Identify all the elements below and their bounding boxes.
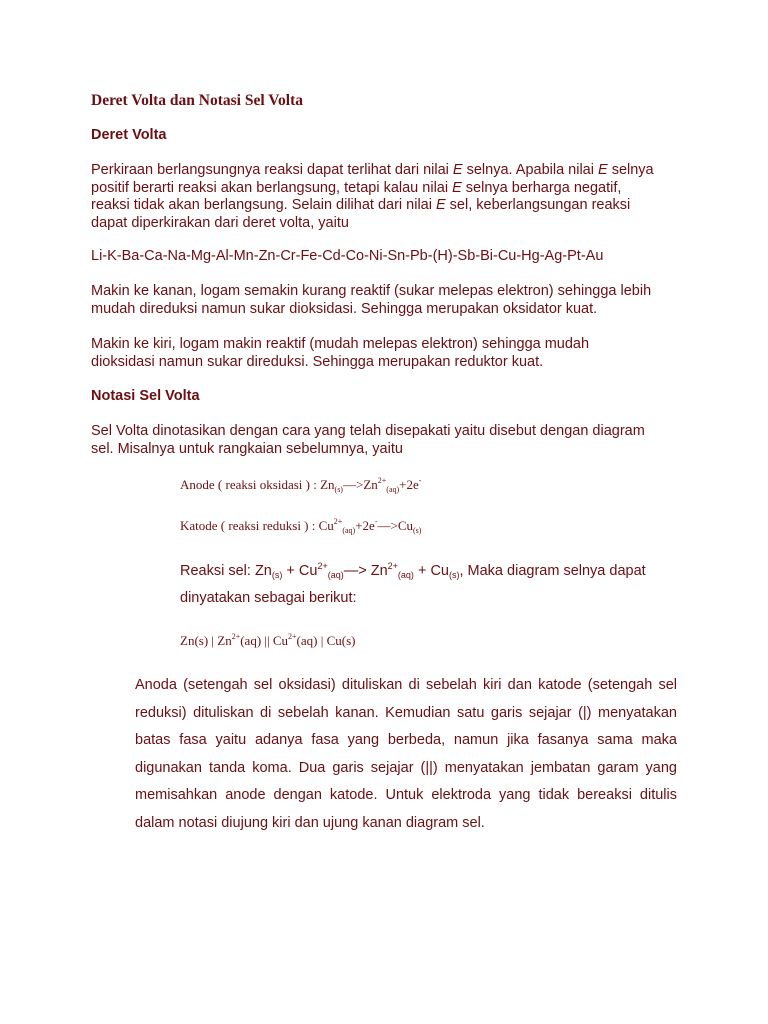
text-span: , Maka diagram selnya dapat xyxy=(459,563,646,579)
symbol-e: E xyxy=(452,162,463,178)
subscript: (aq) xyxy=(397,570,414,580)
subscript: (aq) xyxy=(327,570,344,580)
paragraph-line xyxy=(91,180,691,198)
text-span: reaksi tidak akan berlangsung. Selain dilihat dari nilai xyxy=(91,197,436,213)
paragraph-makin-kiri xyxy=(91,336,691,371)
paragraph-line: dioksidasi namun sukar direduksi. Sehingga merupakan reduktor kuat. xyxy=(91,353,544,370)
symbol-e: E xyxy=(598,162,608,178)
text-span: selnya berharga negatif, xyxy=(461,179,622,196)
superscript: 2+ xyxy=(333,517,343,526)
text-span: +2e xyxy=(399,477,419,492)
superscript: 2+ xyxy=(387,561,398,571)
symbol-e: E xyxy=(452,179,462,196)
paragraph-line xyxy=(91,162,691,180)
subscript: (s) xyxy=(271,570,283,580)
subscript: (aq) xyxy=(386,485,400,494)
text-span: —>Cu xyxy=(377,518,413,533)
paragraph-line: Makin ke kanan, logam semakin kurang reaktif (sukar melepas elektron) sehingga lebih xyxy=(91,283,652,299)
symbol-e: E xyxy=(435,197,446,213)
paragraph-explanation: Anoda (setengah sel oksidasi) dituliskan di sebelah kiri dan katode (setengah sel reduksi) dituliskan di sebelah kanan. Kemudian satu garis sejajar (|) menyatakan batas fasa yaitu adanya fasa yang berbeda, namun jika fasanya sama maka digunakan tanda koma. Dua garis sejajar (||) menyatakan jembatan garam yang memisahkan anode dengan katode. Untuk elektroda yang tidak bereaksi ditulis dalam notasi diujung kiri dan ujung kanan diagram sel. xyxy=(135,677,677,831)
paragraph-line: sel. Misalnya untuk rangkaian sebelumnya, yaitu xyxy=(91,440,403,457)
superscript: - xyxy=(374,517,378,526)
text-span: +2e xyxy=(355,518,375,533)
superscript: 2+ xyxy=(288,632,297,641)
text-span: + Cu xyxy=(282,563,318,579)
text-span: —>Zn xyxy=(342,477,378,492)
paragraph-line: mudah direduksi namun sukar dioksidasi. Sehingga merupakan oksidator kuat. xyxy=(91,300,598,317)
paragraph-line: dapat diperkirakan dari deret volta, yaitu xyxy=(91,214,349,231)
superscript: - xyxy=(418,476,422,485)
reaksi-sel-equation xyxy=(180,558,646,612)
text-span: Reaksi sel: Zn xyxy=(180,563,272,579)
paragraph-line: Makin ke kiri, logam makin reaktif (mudah melepas elektron) sehingga mudah xyxy=(91,336,590,352)
subscript: (s) xyxy=(448,570,460,580)
text-span: sel, keberlangsungan reaksi xyxy=(445,197,631,213)
paragraph-makin-kanan xyxy=(91,283,691,318)
subscript: (aq) xyxy=(342,526,356,535)
superscript: 2+ xyxy=(377,476,387,485)
text-span: + Cu xyxy=(413,563,449,579)
anode-equation xyxy=(180,477,421,493)
paragraph-intro-notasi xyxy=(91,423,691,458)
subscript: (s) xyxy=(413,526,422,535)
section-heading-notasi-sel-volta: Notasi Sel Volta xyxy=(91,388,200,404)
paragraph-perkiraan xyxy=(91,162,691,232)
subscript: (s) xyxy=(334,485,343,494)
cell-diagram-notation xyxy=(180,633,355,649)
text-span: selnya. Apabila nilai xyxy=(462,162,598,178)
text-span: (aq) || Cu xyxy=(240,633,289,648)
text-span: Zn(s) | Zn xyxy=(180,633,232,648)
katode-equation xyxy=(180,518,421,534)
text-span: selnya xyxy=(607,162,654,178)
volta-series: Li-K-Ba-Ca-Na-Mg-Al-Mn-Zn-Cr-Fe-Cd-Co-Ni-Sn-Pb-(H)-Sb-Bi-Cu-Hg-Ag-Pt-Au xyxy=(91,248,604,264)
superscript: 2+ xyxy=(231,632,241,641)
text-span: positif berarti reaksi akan berlangsung, tetapi kalau nilai xyxy=(91,179,453,196)
text-span: Perkiraan berlangsungnya reaksi dapat terlihat dari nilai xyxy=(91,162,453,178)
equation-line: dinyatakan sebagai berikut: xyxy=(180,590,357,606)
superscript: 2+ xyxy=(317,561,328,571)
paragraph-line xyxy=(91,197,691,215)
paragraph-line: Sel Volta dinotasikan dengan cara yang telah disepakati yaitu disebut dengan diagram xyxy=(91,423,645,439)
equation-line xyxy=(180,558,646,585)
text-span: (aq) | Cu(s) xyxy=(296,633,356,648)
page-title: Deret Volta dan Notasi Sel Volta xyxy=(91,92,303,109)
text-span: Anode ( reaksi oksidasi ) : Zn xyxy=(180,477,335,492)
text-span: Katode ( reaksi reduksi ) : Cu xyxy=(180,518,334,533)
text-span: —> Zn xyxy=(343,563,388,579)
section-heading-deret-volta: Deret Volta xyxy=(91,127,167,143)
